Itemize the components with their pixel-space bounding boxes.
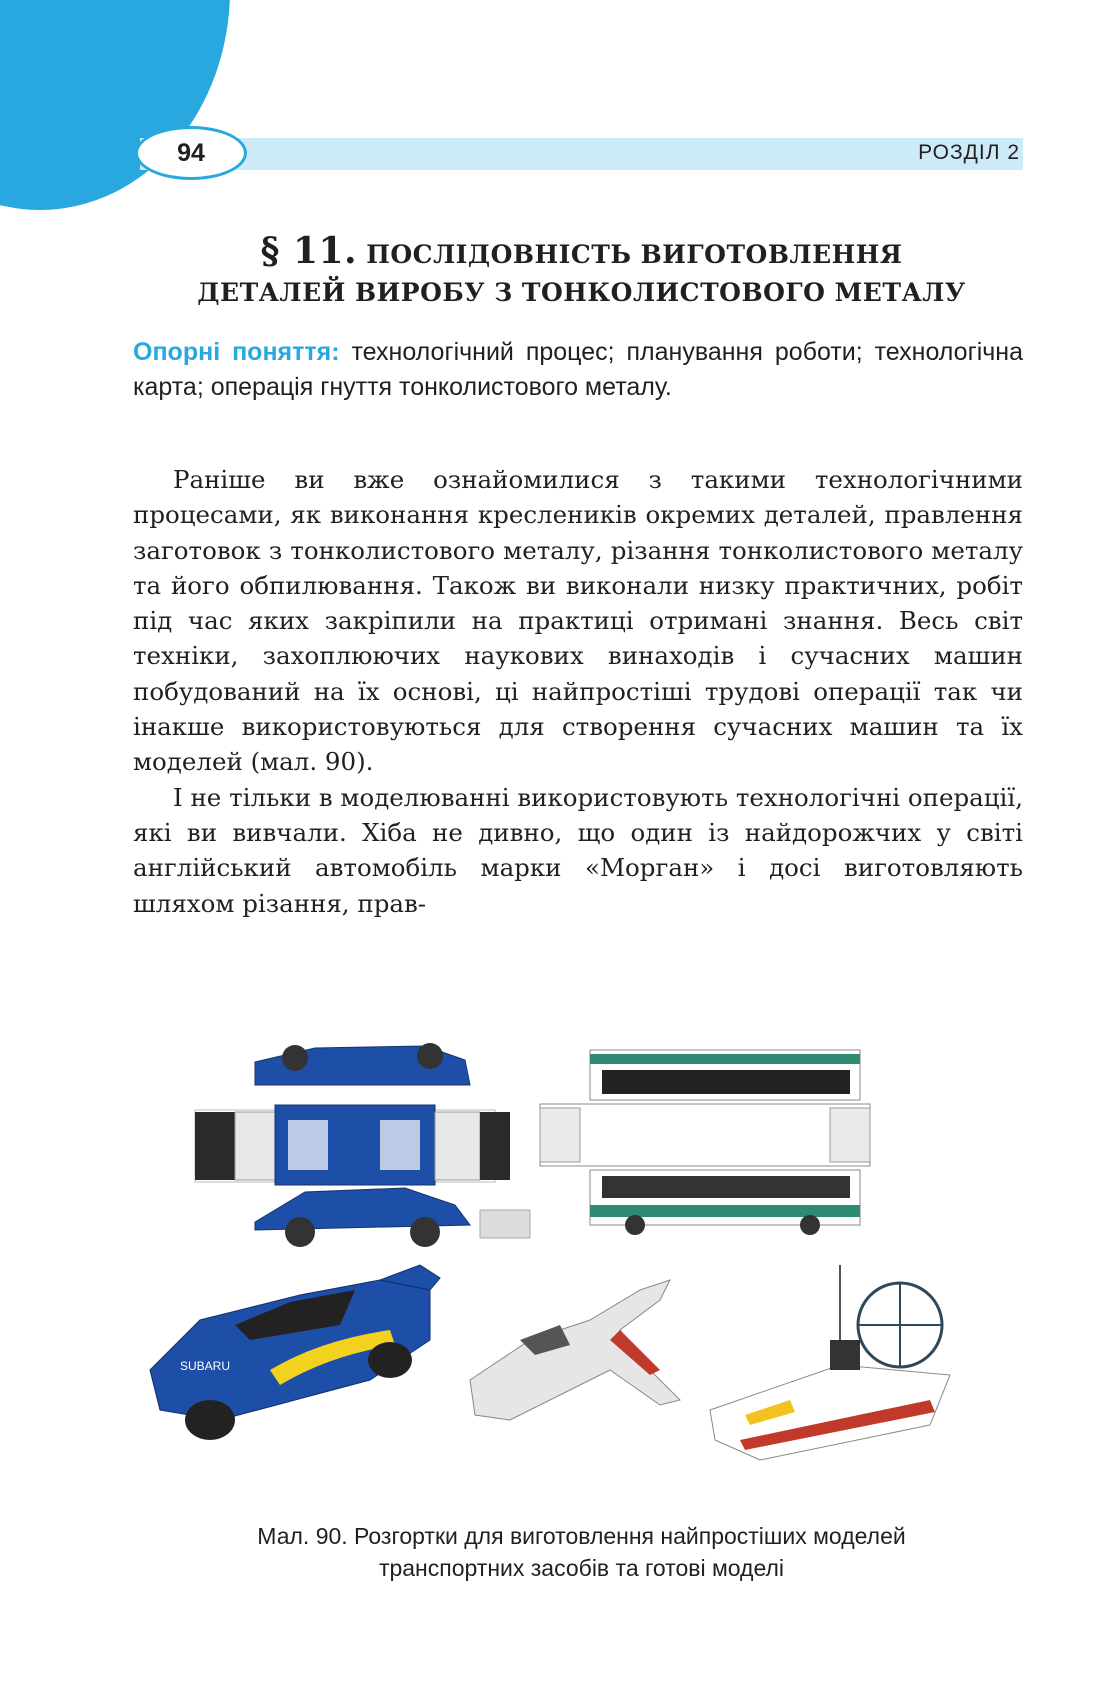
key-concepts-text: технологічний процес; планування роботи; технологічна карта; операція гнуття тонколистового металу. xyxy=(133,338,1023,401)
section-title xyxy=(140,232,1023,312)
figure-illustration xyxy=(140,1040,1023,1505)
car-brand-label: SUBARU xyxy=(180,1359,231,1373)
figure-90 xyxy=(140,1040,1023,1505)
paragraph-number: § 11. xyxy=(260,230,358,272)
paper-car-unfolding xyxy=(195,1043,530,1247)
section-label: РОЗДІЛ 2 xyxy=(918,141,1020,164)
key-concepts-label: Опорні поняття: xyxy=(133,338,340,366)
paragraph-1: Раніше ви вже ознайомилися з такими технологічними процесами, як виконання креслеників окремих деталей, правлення заготовок з тонколистового металу, різання тонколистового металу та його обпилювання. Також ви виконали низку практичних, робіт під час яких закріпили на практиці отримані знання. Весь світ техніки, захоплюючих наукових винаходів і сучасних машин побудований на їх основі, ці найпростіші трудові операції так чи інакше використовуються для створення сучасних машин та їх моделей (мал. 90). xyxy=(133,465,1023,777)
spaceship-model xyxy=(470,1280,680,1420)
paragraph-2: І не тільки в моделюванні використовують технологічні операції, які ви вивчали. Хіба не дивно, що один із найдорожчих у світі англійський автомобіль марки «Морган» і досі виготовляють шляхом різання, прав- xyxy=(133,782,1023,918)
header-band xyxy=(140,138,1023,170)
page-number: 94 xyxy=(135,126,247,180)
key-concepts xyxy=(133,335,1023,405)
paper-bus-unfolding xyxy=(540,1050,870,1235)
title-line-1: ПОСЛІДОВНІСТЬ ВИГОТОВЛЕННЯ xyxy=(366,240,903,269)
figure-caption xyxy=(140,1520,1023,1584)
airboat-model xyxy=(710,1265,950,1460)
caption-line-1: Мал. 90. Розгортки для виготовлення найпростіших моделей xyxy=(257,1523,906,1549)
title-line-2: ДЕТАЛЕЙ ВИРОБУ З ТОНКОЛИСТОВОГО МЕТАЛУ xyxy=(197,278,966,307)
caption-line-2: транспортних засобів та готові моделі xyxy=(378,1555,785,1581)
rally-car-model xyxy=(150,1265,440,1440)
body-text xyxy=(133,462,1023,921)
